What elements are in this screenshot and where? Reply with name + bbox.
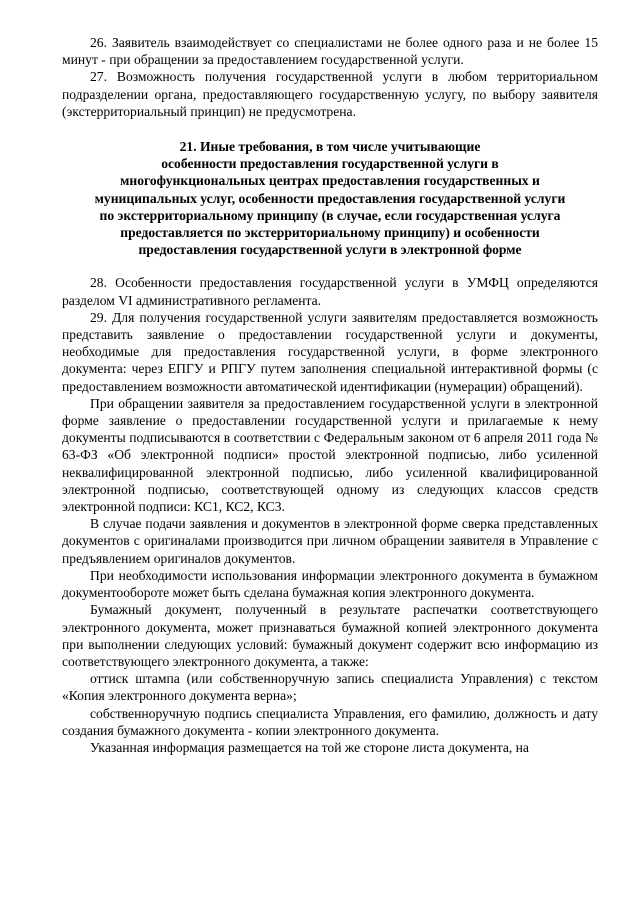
section-heading-21	[62, 138, 598, 258]
paragraph-handwritten-signature: собственноручную подпись специалиста Управления, его фамилию, должность и дату создания бумажного документа - копии электронного документа.	[62, 705, 598, 738]
heading-line: предоставления государственной услуги в электронной форме	[138, 242, 522, 258]
heading-line: 21. Иные требования, в том числе учитывающие	[179, 139, 481, 155]
paragraph-28: 28. Особенности предоставления государственной услуги в УМФЦ определяются разделом VI административного регламента.	[62, 275, 598, 308]
paragraph-27: 27. Возможность получения государственной услуги в любом территориальном подразделении органа, предоставляющего государственную услугу, по выбору заявителя (экстерриториальный принцип) не предусмотрена.	[62, 69, 598, 119]
heading-line: по экстерриториальному принципу (в случае, если государственная услуга	[99, 207, 561, 223]
paragraph-26: 26. Заявитель взаимодействует со специалистами не более одного раза и не более 15 минут - при обращении за предоставлением государственной услуги.	[62, 35, 598, 68]
paragraph-stamp: оттиск штампа (или собственноручную запись специалиста Управления) с текстом «Копия электронного документа верна»;	[62, 671, 598, 704]
paragraph-29: 29. Для получения государственной услуги заявителям предоставляется возможность представить заявление о предоставлении государственной услуги и документы, необходимые для предоставления государственной услуги, в форме электронного документа: через ЕПГУ и РПГУ путем заполнения специальной интерактивной формы (с предоставлением возможности автоматической идентификации (нумерации) обращений).	[62, 309, 598, 394]
paragraph-paper-copy: При необходимости использования информации электронного документа в бумажном документообороте может быть сделана бумажная копия электронного документа.	[62, 567, 598, 601]
heading-line: многофункциональных центрах предоставления государственных и	[120, 173, 540, 189]
paragraph-document-check: В случае подачи заявления и документов в электронной форме сверка представленных документов с оригиналами производится при личном обращении заявителя в Управление с предъявлением оригиналов документов.	[62, 516, 598, 566]
paragraph-placement: Указанная информация размещается на той же стороне листа документа, на	[90, 739, 529, 755]
heading-line: предоставляется по экстерриториальному принципу) и особенности	[120, 225, 540, 241]
heading-line: муниципальных услуг, особенности предоставления государственной услуги	[94, 190, 566, 206]
paragraph-paper-copy-conditions: Бумажный документ, полученный в результате распечатки соответствующего электронного документа, может признаваться бумажной копией электронного документа при выполнении следующих условий: бумажный документ содержит всю информацию из соответствующего электронного документа, а также:	[62, 602, 598, 669]
paragraph-signature: При обращении заявителя за предоставлением государственной услуги в электронной форме заявление о предоставлении государственной услуги и прилагаемые к нему документы подписываются в соответствии с Федеральным законом от 6 апреля 2011 года № 63-ФЗ «Об электронной подписи» простой электронной подписью, либо усиленной неквалифицированной электронной подписью, либо усиленной квалифицированной электронной подписью, соответствующей одному из следующих классов средств электронной подписи: КС1, КС2, КС3.	[62, 395, 598, 515]
heading-line: особенности предоставления государственной услуги в	[161, 156, 499, 172]
